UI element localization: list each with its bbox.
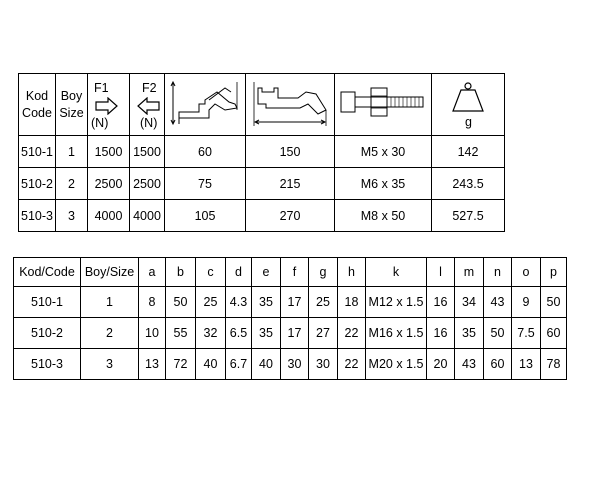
col-header-k: k <box>366 258 427 287</box>
arrow-right-icon <box>95 97 119 115</box>
weight-icon <box>451 81 485 113</box>
specs-table-dimensions <box>13 257 567 380</box>
screw-cell: M5 x 30 <box>335 136 432 168</box>
opening-cell: 75 <box>165 168 246 200</box>
size-cell: 1 <box>56 136 88 168</box>
clamp-dimension-drawing-icon <box>165 74 245 132</box>
col-header-g: g <box>309 258 338 287</box>
col-header-n: n <box>484 258 512 287</box>
cell-code: 510-3 <box>14 349 81 380</box>
col-header-l: l <box>427 258 455 287</box>
f2-cell: 4000 <box>130 200 165 232</box>
cell-g: 30 <box>309 349 338 380</box>
cell-m: 35 <box>455 318 484 349</box>
screw-diagram-header <box>335 74 432 136</box>
cell-c: 40 <box>196 349 226 380</box>
cell-p: 78 <box>541 349 567 380</box>
screw-cell: M6 x 35 <box>335 168 432 200</box>
kod-code-header: Kod/Code <box>14 258 81 287</box>
cell-o: 13 <box>512 349 541 380</box>
cell-code: 510-1 <box>14 287 81 318</box>
length-cell: 270 <box>246 200 335 232</box>
cell-e: 40 <box>252 349 281 380</box>
col-header-d: d <box>226 258 252 287</box>
screw-bolt-icon <box>335 74 431 132</box>
f2-cell: 2500 <box>130 168 165 200</box>
opening-cell: 60 <box>165 136 246 168</box>
size-cell: 3 <box>56 200 88 232</box>
f1-cell: 1500 <box>88 136 130 168</box>
cell-c: 25 <box>196 287 226 318</box>
cell-a: 10 <box>139 318 166 349</box>
cell-d: 4.3 <box>226 287 252 318</box>
col-header-m: m <box>455 258 484 287</box>
col-header-o: o <box>512 258 541 287</box>
col-header-e: e <box>252 258 281 287</box>
cell-d: 6.7 <box>226 349 252 380</box>
cell-e: 35 <box>252 318 281 349</box>
col-header-b: b <box>166 258 196 287</box>
f1-unit: (N) <box>91 115 109 130</box>
cell-k: M20 x 1.5 <box>366 349 427 380</box>
cell-size: 1 <box>81 287 139 318</box>
boy-size-header: Boy Size <box>56 74 88 136</box>
cell-size: 3 <box>81 349 139 380</box>
table-row <box>14 318 567 349</box>
cell-p: 50 <box>541 287 567 318</box>
col-header-h: h <box>338 258 366 287</box>
weight-unit: g <box>465 114 472 129</box>
size-cell: 2 <box>56 168 88 200</box>
f2-unit: (N) <box>140 115 158 130</box>
cell-l: 20 <box>427 349 455 380</box>
cell-l: 16 <box>427 287 455 318</box>
cell-p: 60 <box>541 318 567 349</box>
f2-header <box>130 74 165 136</box>
cell-o: 9 <box>512 287 541 318</box>
cell-g: 25 <box>309 287 338 318</box>
cell-m: 34 <box>455 287 484 318</box>
cell-b: 72 <box>166 349 196 380</box>
specs-table-forces <box>18 73 505 232</box>
table-row <box>19 168 505 200</box>
length-cell: 150 <box>246 136 335 168</box>
col-header-a: a <box>139 258 166 287</box>
f2-label: F2 <box>142 80 157 95</box>
cell-h: 18 <box>338 287 366 318</box>
cell-e: 35 <box>252 287 281 318</box>
length-cell: 215 <box>246 168 335 200</box>
cell-f: 30 <box>281 349 309 380</box>
cell-k: M16 x 1.5 <box>366 318 427 349</box>
cell-code: 510-2 <box>14 318 81 349</box>
screw-cell: M8 x 50 <box>335 200 432 232</box>
arrow-left-icon <box>136 97 160 115</box>
f1-cell: 2500 <box>88 168 130 200</box>
cell-c: 32 <box>196 318 226 349</box>
cell-size: 2 <box>81 318 139 349</box>
cell-h: 22 <box>338 318 366 349</box>
code-cell: 510-3 <box>19 200 56 232</box>
cell-m: 43 <box>455 349 484 380</box>
weight-cell: 142 <box>432 136 505 168</box>
f1-label: F1 <box>94 80 109 95</box>
cell-f: 17 <box>281 318 309 349</box>
table-row <box>14 287 567 318</box>
clamp-open-diagram-header <box>165 74 246 136</box>
opening-cell: 105 <box>165 200 246 232</box>
kod-code-header: Kod Code <box>19 74 56 136</box>
cell-o: 7.5 <box>512 318 541 349</box>
cell-l: 16 <box>427 318 455 349</box>
cell-h: 22 <box>338 349 366 380</box>
dimensions-table-body <box>14 287 567 380</box>
code-cell: 510-1 <box>19 136 56 168</box>
table-row <box>19 200 505 232</box>
cell-b: 50 <box>166 287 196 318</box>
col-header-f: f <box>281 258 309 287</box>
weight-header <box>432 74 505 136</box>
code-cell: 510-2 <box>19 168 56 200</box>
clamp-length-diagram-header <box>246 74 335 136</box>
table-header-row <box>19 74 505 136</box>
cell-f: 17 <box>281 287 309 318</box>
cell-b: 55 <box>166 318 196 349</box>
cell-a: 8 <box>139 287 166 318</box>
cell-a: 13 <box>139 349 166 380</box>
table-row <box>14 349 567 380</box>
table-header-row <box>14 258 567 287</box>
cell-n: 60 <box>484 349 512 380</box>
cell-k: M12 x 1.5 <box>366 287 427 318</box>
cell-g: 27 <box>309 318 338 349</box>
f2-cell: 1500 <box>130 136 165 168</box>
boy-size-header: Boy/Size <box>81 258 139 287</box>
col-header-p: p <box>541 258 567 287</box>
cell-n: 43 <box>484 287 512 318</box>
cell-n: 50 <box>484 318 512 349</box>
weight-cell: 527.5 <box>432 200 505 232</box>
weight-cell: 243.5 <box>432 168 505 200</box>
col-header-c: c <box>196 258 226 287</box>
f1-cell: 4000 <box>88 200 130 232</box>
clamp-length-drawing-icon <box>246 74 334 132</box>
table-row <box>19 136 505 168</box>
cell-d: 6.5 <box>226 318 252 349</box>
f1-header <box>88 74 130 136</box>
